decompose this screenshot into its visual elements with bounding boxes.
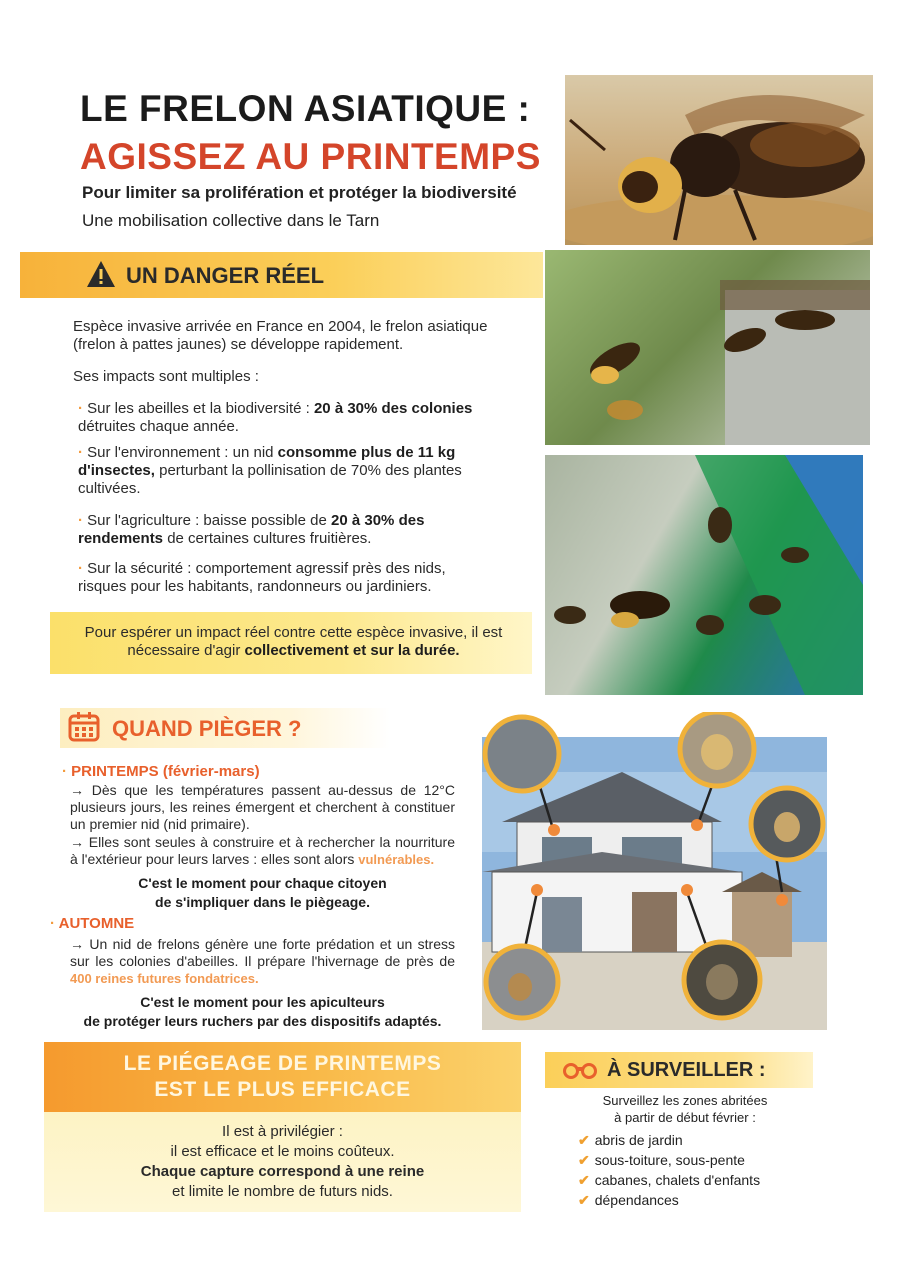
piegeage-text [44,1122,521,1202]
subtitle: Pour limiter sa prolifération et protéger la biodiversité [82,183,517,202]
spring-heading-text: PRINTEMPS (février-mars) [71,763,260,780]
impact-rest: de certaines cultures fruitières. [167,530,372,547]
surveiller-lead [560,1092,810,1126]
impact-label: Sur l'agriculture : [87,512,200,529]
hornet-closeup-photo [565,75,873,245]
impact-bold: 20 à 30% des rendements [78,512,425,547]
danger-section-bar [20,252,543,298]
surveiller-item: sous-toiture, sous-pente [594,1152,745,1168]
danger-heading: UN DANGER RÉEL [126,263,325,288]
danger-callout [50,612,532,674]
impacts-lead: Ses impacts sont multiples : [73,368,259,385]
piegeage-heading [44,1051,521,1103]
check-icon: ✔ [578,1132,590,1148]
piegeage-line-2: il est efficace et le moins coûteux. [170,1143,395,1160]
surveiller-item: cabanes, chalets d'enfants [594,1172,761,1188]
title-line-1: LE FRELON ASIATIQUE : [80,88,531,129]
bullet-dot: · [78,444,83,461]
spring-text-2: Elles sont seules à construire et à rechercher la nourriture à l'extérieur pour leurs larves : elles sont alors [70,834,456,867]
piegeage-line-4: et limite le nombre de futurs nids. [172,1183,393,1200]
title-line-2: AGISSEZ AU PRINTEMPS [80,136,541,177]
surveiller-lead-1: Surveillez les zones abritées [602,1093,768,1108]
piegeage-heading-1: LE PIÉGEAGE DE PRINTEMPS [123,1052,442,1075]
spring-text-1: Dès que les températures passent au-dessus de 12°C plusieurs jours, les reines émergent et cherchent à constituer un premier nid (nid primaire). [70,782,456,832]
impact-label: Sur les abeilles et la biodiversité : [87,400,310,417]
impact-pre: un nid [232,444,274,461]
surveiller-list [578,1130,760,1210]
list-item [78,512,498,548]
impact-label: Sur l'environnement : [87,444,229,461]
impact-bold: consomme plus de 11 kg d'insectes, [78,444,456,479]
tagline: Une mobilisation collective dans le Tarn [82,211,380,230]
callout-pre: Pour espérer un impact réel contre cette espèce invasive, il est nécessaire d'agir [84,624,503,659]
autumn-cta-1: C'est le moment pour les apiculteurs [140,994,385,1010]
autumn-heading-text: AUTOMNE [58,915,135,932]
bullet-dot: · [78,560,83,577]
list-item [78,560,498,596]
list-item [78,400,498,436]
autumn-text-1: Un nid de frelons génère une forte prédation et un stress sur les colonies d'abeilles. Il prépare l'hivernage de près de [70,936,456,969]
list-item [578,1170,760,1190]
list-item [70,834,455,868]
piegeage-banner [44,1042,521,1112]
autumn-cta [70,993,455,1031]
spring-cta [70,874,455,912]
hornet-hunting-bees-photo [545,455,863,695]
bullet-dot: · [78,400,83,417]
piegeage-box [44,1042,521,1212]
quand-heading: QUAND PIÈGER ? [112,716,302,741]
piegeage-line-3: Chaque capture correspond à une reine [140,1163,425,1180]
surveiller-heading: À SURVEILLER : [607,1059,766,1081]
list-item [578,1130,760,1150]
impact-pre: baisse possible de [203,512,327,529]
impact-rest: comportement agressif près des nids, risques pour les habitants, randonneurs ou jardiniers. [78,560,446,595]
bullet-dot: · [62,763,67,780]
spring-highlight: vulnérables. [358,852,435,867]
check-icon: ✔ [578,1152,590,1168]
calendar-icon [68,712,100,742]
callout-text [66,624,521,660]
spring-heading [62,763,260,780]
callout-bold: collectivement et sur la durée. [244,642,460,659]
list-item [578,1150,760,1170]
bullet-dot: · [50,915,55,932]
surveiller-lead-2: à partir de début février : [614,1110,756,1125]
warning-icon [86,260,116,288]
quand-section-bar [60,708,390,748]
list-item [70,936,455,987]
impact-label: Sur la sécurité : [87,560,192,577]
spring-cta-2: de s'impliquer dans le piègeage. [155,894,370,910]
surveiller-item: abris de jardin [594,1132,683,1148]
binoculars-icon [563,1061,597,1079]
danger-intro: Espèce invasive arrivée en France en 2004, le frelon asiatique (frelon à pattes jaunes) se développe rapidement. [73,318,488,353]
list-item [78,444,498,498]
house-nest-locations-illustration [482,712,827,1030]
impact-bold: 20 à 30% des colonies [313,400,473,417]
spring-cta-1: C'est le moment pour chaque citoyen [138,875,387,891]
arrow-right-icon: → [70,834,84,850]
autumn-cta-2: de protéger leurs ruchers par des dispositifs adaptés. [83,1013,442,1029]
arrow-right-icon: → [70,936,84,952]
piegeage-line-1: Il est à privilégier : [222,1123,343,1140]
surveiller-section-bar [545,1052,813,1088]
check-icon: ✔ [578,1172,590,1188]
hornets-at-hive-photo [545,250,870,445]
impact-rest: perturbant la pollinisation de 70% des plantes cultivées. [78,462,462,497]
autumn-highlight: 400 reines futures fondatrices. [70,971,259,986]
list-item [578,1190,760,1210]
bullet-dot: · [78,512,83,529]
piegeage-heading-2: EST LE PLUS EFFICACE [154,1078,411,1101]
arrow-right-icon: → [70,782,84,798]
surveiller-item: dépendances [594,1192,679,1208]
autumn-heading [50,915,134,932]
check-icon: ✔ [578,1192,590,1208]
list-item [70,782,455,833]
impact-rest: détruites chaque année. [78,418,239,435]
